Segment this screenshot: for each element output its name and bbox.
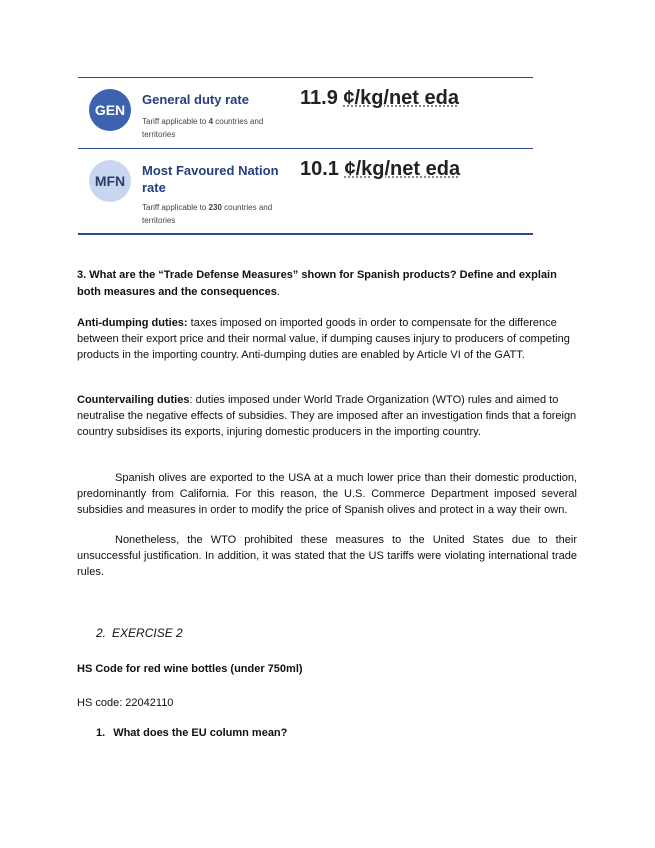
mfn-badge: MFN	[89, 160, 131, 202]
mfn-value: 10.1 ¢/kg/net eda	[300, 158, 461, 180]
antidumping-paragraph: Anti-dumping duties: taxes imposed on imported goods in order to compensate for the difference between their export price and their normal value, if dumping causes injury to producers of competing products in the importing country. Anti-dumping duties are enabled by Article VI of the GATT.	[77, 317, 570, 361]
hs-code: HS code: 22042110	[77, 697, 174, 709]
mfn-note: Tariff applicable to 230 countries and territories	[142, 203, 273, 225]
general-duty-note: Tariff applicable to 4 countries and territories	[142, 117, 264, 139]
olives-paragraph-2: Nonetheless, the WTO prohibited these measures to the United States due to their unsuccessful justification. In addition, it was stated that the US tariffs were violating international trade rules.	[77, 534, 577, 578]
general-duty-value: 11.9 ¢/kg/net eda	[300, 87, 459, 109]
general-duty-row	[78, 78, 533, 148]
exercise-heading: 2. EXERCISE 2	[96, 626, 183, 640]
question-1: 1. What does the EU column mean?	[96, 727, 288, 739]
olives-paragraph-1: Spanish olives are exported to the USA at a much lower price than their domestic production, predominantly from California. For this reason, the U.S. Commerce Department imposed several subsidies and measures in order to modify the price of Spanish olives and protect in a way their own.	[77, 472, 577, 516]
tariff-divider	[78, 233, 533, 235]
question-3: 3. What are the “Trade Defense Measures” shown for Spanish products? Define and explain both measures and the consequences.	[77, 269, 557, 298]
mfn-row	[78, 148, 533, 233]
mfn-title: Most Favoured Nation rate	[142, 163, 279, 195]
gen-badge: GEN	[89, 89, 131, 131]
antidumping-term: Anti-dumping duties:	[77, 317, 188, 329]
hs-title: HS Code for red wine bottles (under 750ml)	[77, 663, 303, 675]
tariff-box	[78, 77, 533, 235]
countervailing-term: Countervailing duties	[77, 394, 190, 406]
general-duty-title: General duty rate	[142, 92, 249, 107]
countervailing-paragraph: Countervailing duties: duties imposed under World Trade Organization (WTO) rules and aimed to neutralise the negative effects of subsidies. They are imposed after an investigation finds that a foreign country subsidises its exports, injuring domestic producers in the importing country.	[77, 394, 577, 438]
